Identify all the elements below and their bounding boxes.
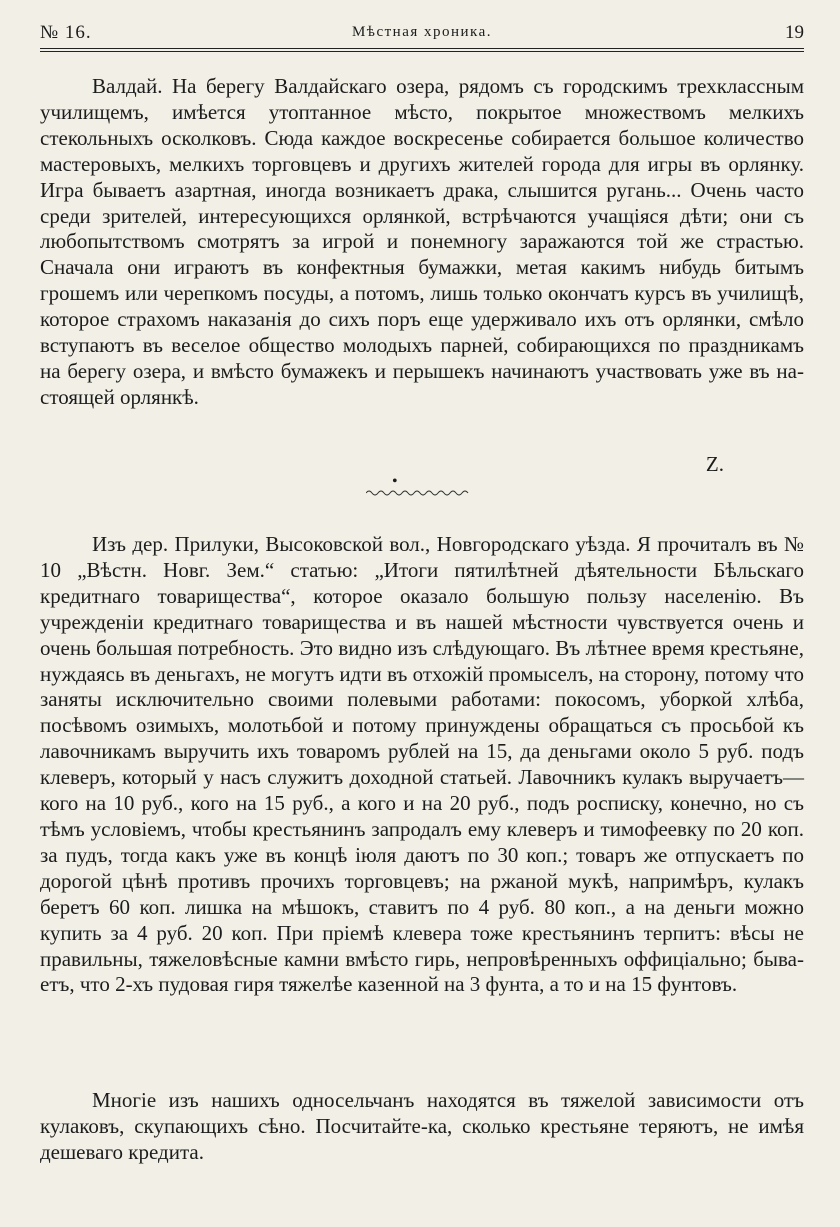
divider-dot: •: [392, 473, 398, 490]
article-valdai: [40, 74, 804, 411]
article-priluki-paragraph-2: Многіе изъ нашихъ односельчанъ находятся въ тяжелой зависимости отъ кулаковъ, скупающихъ сѣно. Посчитайте-ка, сколько крестьяне теряютъ, не имѣя дешеваго кредита.: [40, 1088, 804, 1164]
article-priluki: [40, 532, 804, 998]
page-number: 19: [785, 22, 804, 43]
article-signature: Z.: [705, 452, 724, 476]
page-header: [40, 22, 804, 50]
section-title: Мѣстная хроника.: [351, 24, 493, 40]
issue-number: № 16.: [40, 22, 92, 43]
section-divider: [0, 474, 840, 504]
header-rule: [40, 48, 804, 52]
article-priluki-continued: [40, 1088, 804, 1166]
article-priluki-paragraph-1: Изъ дер. Прилуки, Высоковской вол., Новгородскаго уѣзда. Я прочиталъ въ № 10 „Вѣстн. Новг. Зем.“ статью: „Итоги пятилѣтней дѣятельности Бѣльскаго кредитнаго товарищества“, которое оказало большую пользу населенію. Въ учрежденіи кредитнаго товарищества и въ нашей мѣстности чувствуется очень и очень большая потребность. Это видно изъ слѣдующаго. Въ лѣтнее время крестьяне, нуждаясь въ деньгахъ, не могутъ идти въ отхожій промыселъ, на сторону, потому что заняты исключительно своими полевыми работами: покосомъ, уборкой хлѣба, посѣвомъ озимыхъ, молотьбой и потому принуждены обращаться съ просьбой къ лавочникамъ выручить ихъ товаромъ рублей на 15, да деньгами около 5 руб. подъ клеверъ, который у насъ служитъ доходной статьей. Лавочникъ кулакъ выручаетъ—кого на 10 руб., кого на 15 руб., а кого и на 20 руб., подъ роспиcку, конечно, но съ тѣмъ условіемъ, чтобы крестьянинъ запродалъ ему клеверъ и тимофеевку по 20 коп. за пудъ, тогда какъ уже въ концѣ іюля даютъ по 30 коп.; товаръ же отпускаетъ по дорогой цѣнѣ противъ прочихъ торговцевъ; на ржаной мукѣ, напримѣръ, кулакъ беретъ 60 коп. лишка на мѣшокъ, ставитъ по 4 руб. 80 коп., а на деньги можно купить за 4 руб. 20 коп. При пріемѣ клевера тоже крестьянинъ терпитъ: вѣсы не правильны, тяжеловѣсные камни вмѣсто гирь, непровѣренныхъ оффиціально; бываетъ, что 2-хъ пудовая гиря тяжелѣе казенной на 3 фунта, а то и на 15 фунтовъ.: [40, 532, 804, 997]
divider-wave: [366, 488, 470, 498]
article-valdai-text: Валдай. На берегу Валдайскаго озера, рядомъ съ городскимъ трехклассным училищемъ, имѣется утоптанное мѣсто, покрытое множествомъ мелкихъ стекольныхъ осколковъ. Сюда каждое воскресенье собирается большое количество мастеровыхъ, мелкихъ торговцевъ и другихъ жителей города для игры въ орлянку. Игра бываетъ азартная, иногда возникаетъ драка, слышится ругань... Очень часто среди зрителей, интересующихся орлянкой, встрѣчаются учащіяся дѣти; они съ любопытствомъ смотрятъ за игрой и понемногу заражаются той же страстью. Сначала они играютъ въ конфектныя бумажки, метая какимъ нибудь битымъ грошемъ или черепкомъ посуды, а потомъ, лишь только окончатъ курсъ въ училищѣ, которое страхомъ наказанія до сихъ поръ еще удерживало ихъ отъ орлянки, смѣло вступаютъ въ веселое общество молодыхъ парней, собирающихся по праздникамъ на берегу озера, и вмѣсто бумажекъ и перышекъ начинаютъ участвовать уже въ настоящей орлянкѣ.: [40, 74, 804, 409]
